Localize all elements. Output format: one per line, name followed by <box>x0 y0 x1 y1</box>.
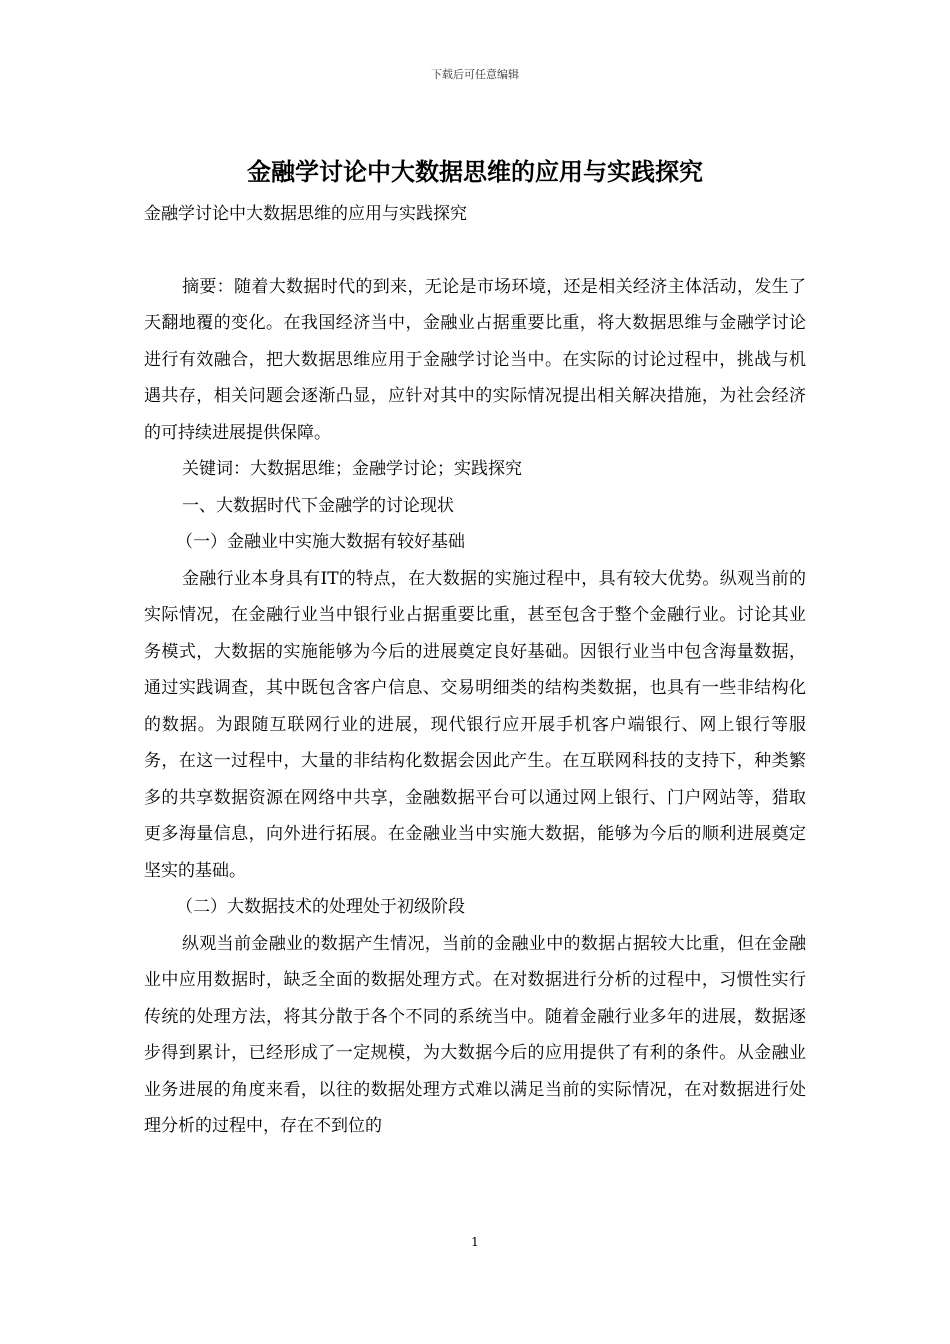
subsection-heading-2: （二）大数据技术的处理处于初级阶段 <box>176 897 465 917</box>
keywords-paragraph: 关键词：大数据思维；金融学讨论；实践探究 <box>182 459 522 479</box>
subsection-heading-1: （一）金融业中实施大数据有较好基础 <box>176 532 465 552</box>
subsection-1-paragraph: 金融行业本身具有IT的特点，在大数据的实施过程中，具有较大优势。纵观当前的实际情况，在金融行业当中银行业占据重要比重，甚至包含于整个金融行业。讨论其业务模式，大数据的实施能够为今后的进展奠定良好基础。因银行业当中包含海量数据，通过实践调查，其中既包含客户信息、交易明细类的结构类数据，也具有一些非结构化的数据。为跟随互联网行业的进展，现代银行应开展手机客户端银行、网上银行等服务，在这一过程中，大量的非结构化数据会因此产生。在互联网科技的支持下，种类繁多的共享数据资源在网络中共享，金融数据平台可以通过网上银行、门户网站等，猎取更多海量信息，向外进行拓展。在金融业当中实施大数据，能够为今后的顺利进展奠定坚实的基础。 <box>144 568 806 881</box>
document-body <box>144 196 806 1145</box>
subsection-2-paragraph: 纵观当前金融业的数据产生情况，当前的金融业中的数据占据较大比重，但在金融业中应用数据时，缺乏全面的数据处理方式。在对数据进行分析的过程中，习惯性实行传统的处理方法，将其分散于各个不同的系统当中。随着金融行业多年的进展，数据逐步得到累计，已经形成了一定规模，为大数据今后的应用提供了有利的条件。从金融业业务进展的角度来看，以往的数据处理方式难以满足当前的实际情况，在对数据进行处理分析的过程中，存在不到位的 <box>144 933 806 1136</box>
section-heading-1: 一、大数据时代下金融学的讨论现状 <box>182 495 454 516</box>
document-title: 金融学讨论中大数据思维的应用与实践探究 <box>247 157 703 186</box>
page-number: 1 <box>471 1235 479 1249</box>
document-subtitle: 金融学讨论中大数据思维的应用与实践探究 <box>144 204 467 224</box>
header-note: 下载后可任意编辑 <box>431 68 519 81</box>
abstract-paragraph: 摘要：随着大数据时代的到来，无论是市场环境，还是相关经济主体活动，发生了天翻地覆的变化。在我国经济当中，金融业占据重要比重，将大数据思维与金融学讨论进行有效融合，把大数据思维应用于金融学讨论当中。在实际的讨论过程中，挑战与机遇共存，相关问题会逐渐凸显，应针对其中的实际情况提出相关解决措施，为社会经济的可持续进展提供保障。 <box>144 276 806 443</box>
